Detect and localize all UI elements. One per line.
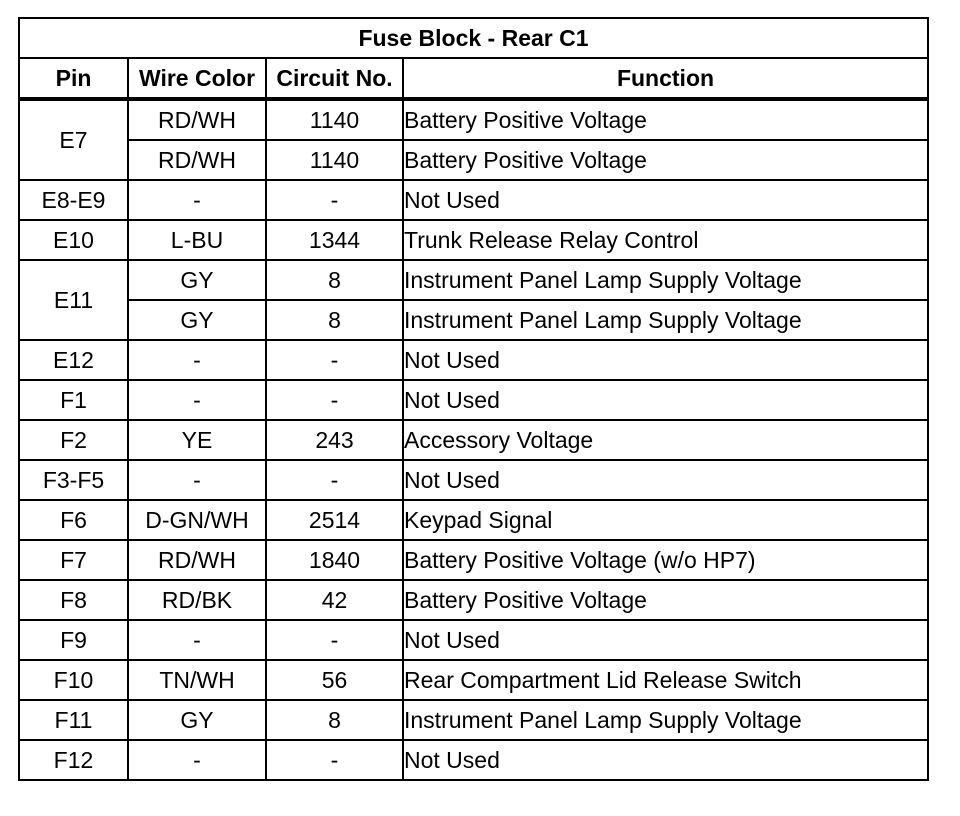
table-row — [19, 260, 928, 300]
table-row — [19, 300, 928, 340]
function-cell: Not Used — [403, 740, 928, 780]
table-row — [19, 580, 928, 620]
function-cell: Battery Positive Voltage — [403, 140, 928, 180]
wire-color-cell: RD/WH — [128, 140, 266, 180]
pin-cell: F6 — [19, 500, 128, 540]
function-cell: Accessory Voltage — [403, 420, 928, 460]
wire-color-cell: RD/WH — [128, 99, 266, 140]
wire-color-cell: GY — [128, 700, 266, 740]
wire-color-cell: - — [128, 740, 266, 780]
table-row — [19, 420, 928, 460]
pin-cell: E12 — [19, 340, 128, 380]
circuit-cell: 42 — [266, 580, 403, 620]
wire-color-cell: TN/WH — [128, 660, 266, 700]
pin-cell: E8-E9 — [19, 180, 128, 220]
wire-color-cell: - — [128, 620, 266, 660]
header-row — [19, 58, 928, 99]
table-row — [19, 99, 928, 140]
wire-color-cell: GY — [128, 300, 266, 340]
circuit-cell: - — [266, 340, 403, 380]
circuit-cell: 8 — [266, 260, 403, 300]
pin-cell: E11 — [19, 260, 128, 340]
circuit-cell: 1344 — [266, 220, 403, 260]
pin-cell: E10 — [19, 220, 128, 260]
column-header-pin: Pin — [19, 58, 128, 99]
function-cell: Instrument Panel Lamp Supply Voltage — [403, 300, 928, 340]
table-row — [19, 220, 928, 260]
function-cell: Battery Positive Voltage (w/o HP7) — [403, 540, 928, 580]
circuit-cell: - — [266, 740, 403, 780]
circuit-cell: 2514 — [266, 500, 403, 540]
function-cell: Rear Compartment Lid Release Switch — [403, 660, 928, 700]
pin-cell: F3-F5 — [19, 460, 128, 500]
circuit-cell: - — [266, 180, 403, 220]
fuse-block-table — [18, 17, 929, 781]
column-header-wire-color: Wire Color — [128, 58, 266, 99]
circuit-cell: 1140 — [266, 99, 403, 140]
column-header-function: Function — [403, 58, 928, 99]
circuit-cell: 243 — [266, 420, 403, 460]
function-cell: Keypad Signal — [403, 500, 928, 540]
table-row — [19, 660, 928, 700]
table-row — [19, 140, 928, 180]
wire-color-cell: - — [128, 380, 266, 420]
function-cell: Battery Positive Voltage — [403, 580, 928, 620]
circuit-cell: - — [266, 460, 403, 500]
function-cell: Not Used — [403, 340, 928, 380]
table-row — [19, 460, 928, 500]
table-row — [19, 700, 928, 740]
pin-cell: F8 — [19, 580, 128, 620]
function-cell: Not Used — [403, 180, 928, 220]
function-cell: Instrument Panel Lamp Supply Voltage — [403, 700, 928, 740]
wire-color-cell: - — [128, 460, 266, 500]
wire-color-cell: RD/BK — [128, 580, 266, 620]
wire-color-cell: D-GN/WH — [128, 500, 266, 540]
circuit-cell: 1840 — [266, 540, 403, 580]
table-title: Fuse Block - Rear C1 — [19, 18, 928, 58]
pin-cell: F10 — [19, 660, 128, 700]
pin-cell: E7 — [19, 99, 128, 180]
function-cell: Not Used — [403, 620, 928, 660]
column-header-circuit: Circuit No. — [266, 58, 403, 99]
table-row — [19, 180, 928, 220]
function-cell: Battery Positive Voltage — [403, 99, 928, 140]
circuit-cell: 8 — [266, 300, 403, 340]
wire-color-cell: GY — [128, 260, 266, 300]
circuit-cell: - — [266, 620, 403, 660]
function-cell: Not Used — [403, 380, 928, 420]
table-row — [19, 540, 928, 580]
pin-cell: F11 — [19, 700, 128, 740]
pin-cell: F12 — [19, 740, 128, 780]
pin-cell: F1 — [19, 380, 128, 420]
circuit-cell: - — [266, 380, 403, 420]
table-row — [19, 620, 928, 660]
wire-color-cell: YE — [128, 420, 266, 460]
function-cell: Trunk Release Relay Control — [403, 220, 928, 260]
table-row — [19, 340, 928, 380]
wire-color-cell: - — [128, 340, 266, 380]
table-row — [19, 500, 928, 540]
function-cell: Instrument Panel Lamp Supply Voltage — [403, 260, 928, 300]
wire-color-cell: - — [128, 180, 266, 220]
table-row — [19, 740, 928, 780]
circuit-cell: 8 — [266, 700, 403, 740]
wire-color-cell: RD/WH — [128, 540, 266, 580]
title-row — [19, 18, 928, 58]
wire-color-cell: L-BU — [128, 220, 266, 260]
table-row — [19, 380, 928, 420]
circuit-cell: 56 — [266, 660, 403, 700]
circuit-cell: 1140 — [266, 140, 403, 180]
pin-cell: F7 — [19, 540, 128, 580]
pin-cell: F2 — [19, 420, 128, 460]
function-cell: Not Used — [403, 460, 928, 500]
pin-cell: F9 — [19, 620, 128, 660]
